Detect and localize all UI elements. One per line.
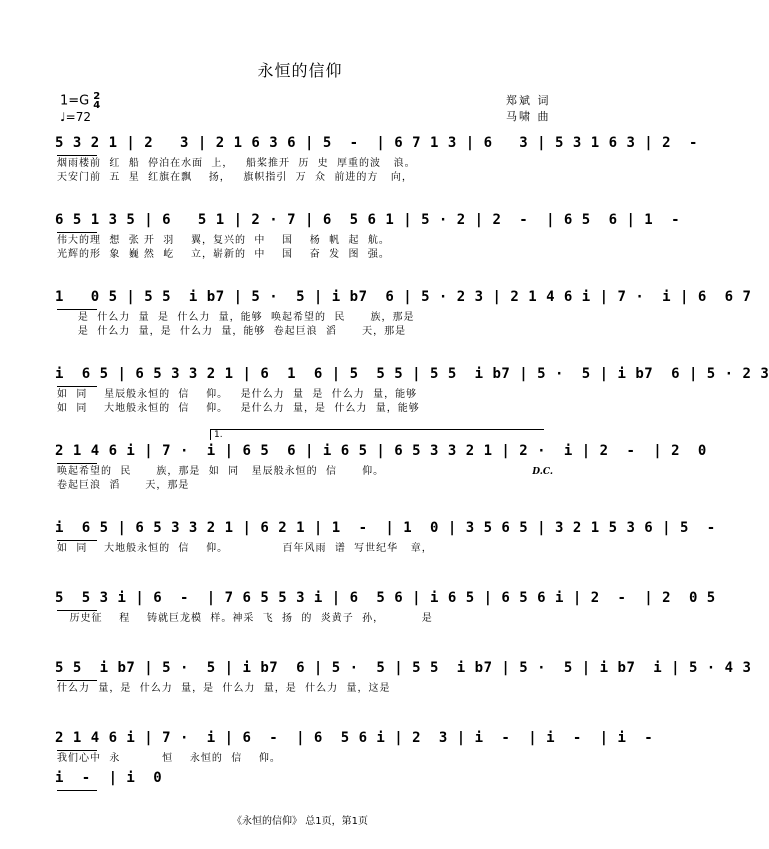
time-bottom: 4 bbox=[93, 100, 101, 111]
lyric-line: 是 什么力 量 是 什么力 量，能够 唤起希望的 民 族，那是 bbox=[57, 312, 415, 323]
notation-line: 2 1 4 6 i | 7 · i | 6 5 6 | i 6 5 | 6 5 3 3 2 1 | 2 · i | 2 - | 2 0 bbox=[55, 443, 545, 465]
lyric-line: 我们心中 永 恒 永恒的 信 仰。 bbox=[57, 753, 281, 764]
time-top: 2 bbox=[93, 91, 101, 102]
notation-line: i 6 5 | 6 5 3 3 2 1 | 6 2 1 | 1 - | 1 0 | 3 5 6 5 | 3 2 1 5 3 6 | 5 - bbox=[55, 520, 545, 542]
score-system bbox=[55, 520, 716, 556]
lyric-line: 烟雨楼前 红 船 停泊在水面 上， 船桨推开 历 史 厚重的波 浪。 bbox=[57, 158, 416, 169]
lyricist-name: 郑斌 bbox=[506, 94, 532, 107]
score-system bbox=[55, 590, 716, 626]
lyric-line: 是 什么力 量，是 什么力 量，能够 卷起巨浪 滔 天，那是 bbox=[57, 326, 407, 337]
dc-mark: D.C. bbox=[532, 467, 553, 477]
lyric-line: 历史征 程 铸就巨龙模 样。神采 飞 扬 的 炎黄子 孙， 是 bbox=[57, 613, 433, 624]
lyric-line: 唤起希望的 民 族，那是 如 同 星辰般永恒的 信 仰。 bbox=[57, 466, 385, 477]
rhythm-beam bbox=[57, 680, 97, 681]
lyric-line: 什么力 量，是 什么力 量，是 什么力 量，是 什么力 量，这是 bbox=[57, 683, 391, 694]
lyric-line: 卷起巨浪 滔 天，那是 bbox=[57, 480, 190, 491]
score-system bbox=[55, 212, 681, 262]
key-label: 1=G bbox=[60, 93, 90, 109]
lyricist-role: 词 bbox=[537, 94, 551, 107]
notation-line: 6 5 1 3 5 | 6 5 1 | 2 · 7 | 6 5 6 1 | 5 · 2 | 2 - | 6 5 6 | 1 - bbox=[55, 212, 545, 234]
notation-line: 2 1 4 6 i | 7 · i | 6 - | 6 5 6 i | 2 3 | i - | i - | i - bbox=[55, 730, 545, 752]
lyric-line: 如 同 大地般永恒的 信 仰。 百年风雨 谱 写世纪华 章， bbox=[57, 543, 433, 554]
score-system bbox=[55, 770, 545, 792]
rhythm-beam bbox=[57, 463, 97, 464]
notation-line: 5 5 3 i | 6 - | 7 6 5 5 3 i | 6 5 6 | i 6 5 | 6 5 6 i | 2 - | 2 0 5 bbox=[55, 590, 545, 612]
lyricist-credit bbox=[506, 92, 551, 108]
rhythm-beam bbox=[57, 610, 97, 611]
lyric-line: 光辉的形 象 巍 然 屹 立，崭新的 中 国 奋 发 图 强。 bbox=[57, 249, 390, 260]
score-system bbox=[55, 660, 752, 696]
page-footer: 《永恒的信仰》 总1页，第1页 bbox=[232, 816, 368, 827]
page-title: 永恒的信仰 bbox=[257, 61, 343, 80]
notation-line: 5 3 2 1 | 2 3 | 2 1 6 3 6 | 5 - | 6 7 1 3 | 6 3 | 5 3 1 6 3 | 2 - bbox=[55, 135, 545, 157]
notation-line: 1 0 5 | 5 5 i b7 | 5 · 5 | i b7 6 | 5 · 2 3 | 2 1 4 6 i | 7 · i | 6 6 7 bbox=[55, 289, 545, 311]
rhythm-beam bbox=[57, 386, 97, 387]
rhythm-beam bbox=[57, 540, 97, 541]
rhythm-beam bbox=[57, 750, 97, 751]
rhythm-beam bbox=[57, 232, 97, 233]
lyric-line: 如 同 大地般永恒的 信 仰。 是什么力 量，是 什么力 量，能够 bbox=[57, 403, 420, 414]
score-system bbox=[55, 289, 752, 339]
lyric-line: 伟大的理 想 张 开 羽 翼，复兴的 中 国 杨 帆 起 航。 bbox=[57, 235, 390, 246]
notation-line: 5 5 i b7 | 5 · 5 | i b7 6 | 5 · 5 | 5 5 i b7 | 5 · 5 | i b7 i | 5 · 4 3 bbox=[55, 660, 545, 682]
composer-role: 曲 bbox=[537, 110, 551, 123]
lyric-line: 如 同 星辰般永恒的 信 仰。 是什么力 量 是 什么力 量，能够 bbox=[57, 389, 418, 400]
rhythm-beam bbox=[57, 790, 97, 791]
score-system bbox=[55, 430, 707, 493]
rhythm-beam bbox=[57, 155, 97, 156]
score-system bbox=[55, 730, 654, 766]
composer-name: 马啸 bbox=[506, 110, 532, 123]
composer-credit bbox=[506, 108, 551, 124]
lyric-line: 天安门前 五 星 红旗在飘 扬， 旗帜指引 万 众 前进的方 向， bbox=[57, 172, 413, 183]
volta-bracket: 1. bbox=[210, 429, 544, 440]
score-system bbox=[55, 135, 698, 185]
notation-line: i 6 5 | 6 5 3 3 2 1 | 6 1 6 | 5 5 5 | 5 5 i b7 | 5 · 5 | i b7 6 | 5 · 2 3 bbox=[55, 366, 545, 388]
notation-line: i - | i 0 bbox=[55, 770, 545, 792]
tempo-marking: ♩=72 bbox=[60, 110, 91, 124]
rhythm-beam bbox=[57, 309, 97, 310]
time-signature bbox=[93, 92, 100, 110]
key-signature bbox=[60, 92, 100, 110]
score-system bbox=[55, 366, 769, 416]
